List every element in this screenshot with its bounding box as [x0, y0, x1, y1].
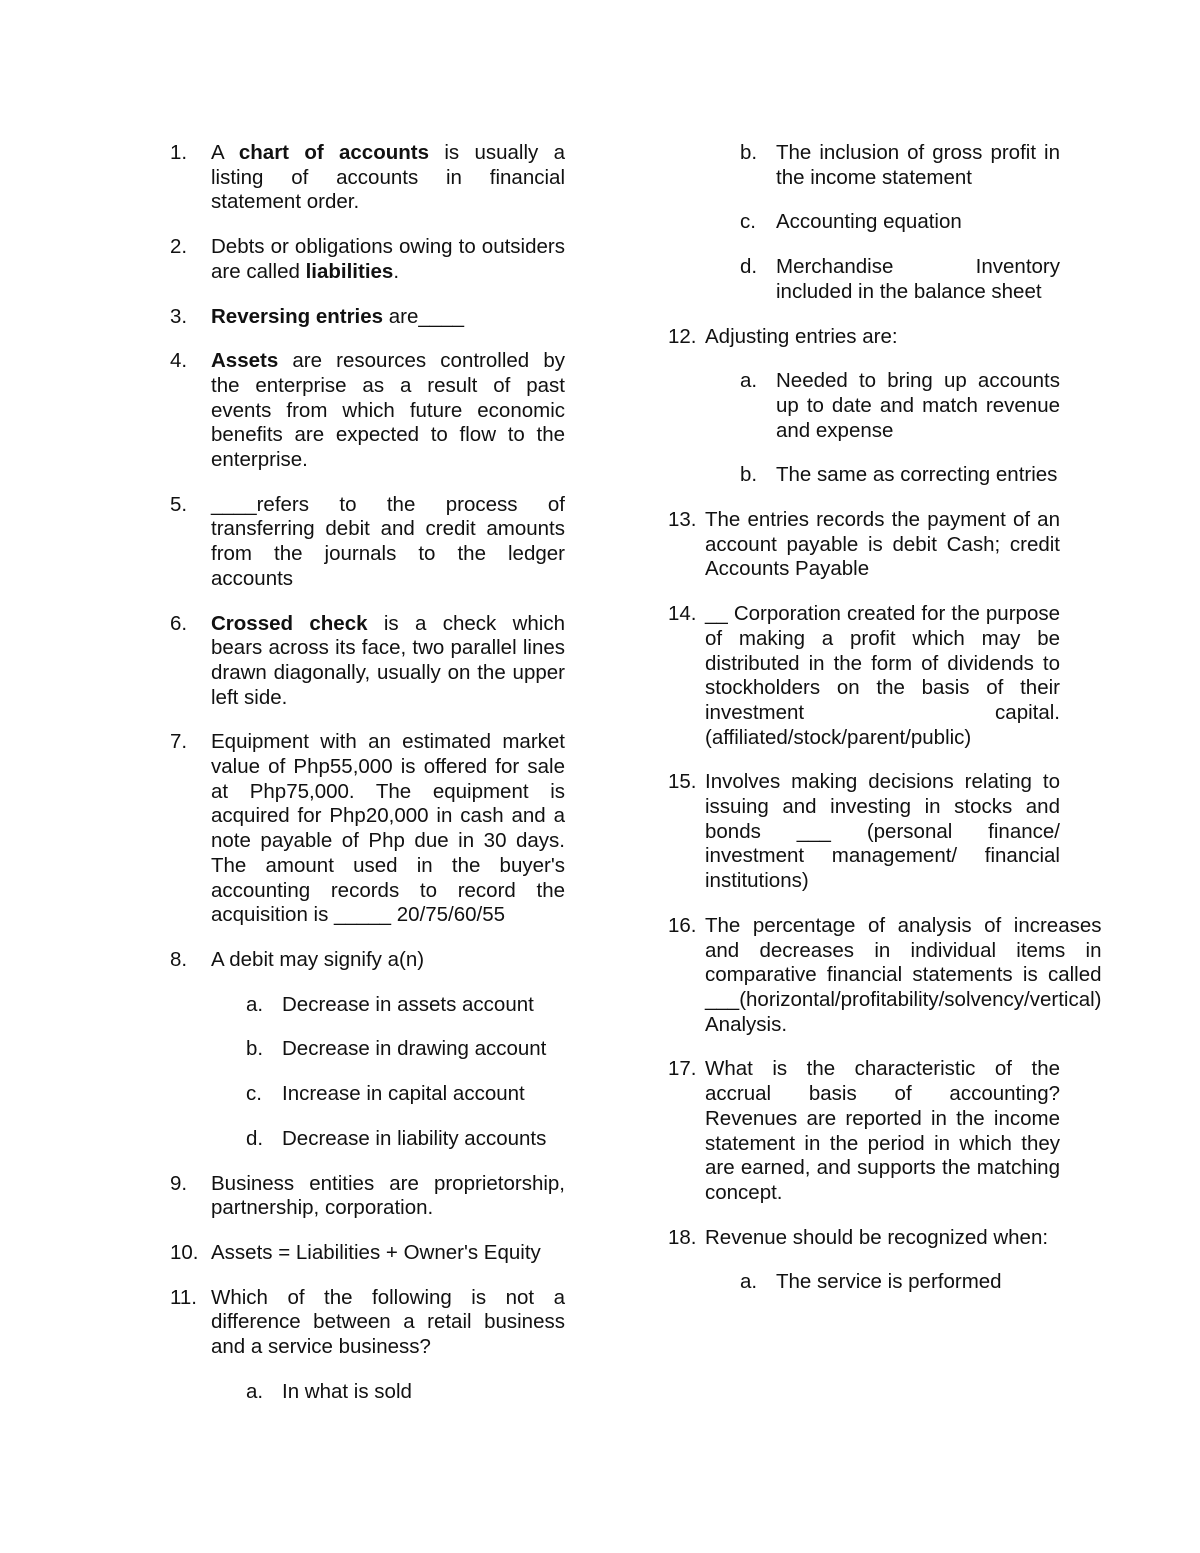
- choice-letter: b.: [740, 141, 758, 164]
- text-run: Business entities are proprietorship, partnership, corporation.: [211, 1171, 565, 1220]
- question-number: 6.: [170, 611, 188, 635]
- text-run: A: [211, 141, 239, 164]
- choice-text: [776, 210, 1060, 235]
- text-run: In what is sold: [282, 1379, 412, 1403]
- text-run: is usually a listing of accounts in financial statement order.: [211, 141, 565, 214]
- text-run: Decrease in drawing account: [282, 1037, 547, 1061]
- text-run: is a check which bears across its face, two parallel lines drawn diagonally, usually on the upper left side.: [211, 611, 566, 709]
- choice-letter: d.: [740, 255, 758, 279]
- question-item: [170, 948, 565, 973]
- question-text: [211, 612, 565, 711]
- question-number: 7.: [170, 730, 188, 754]
- question-item: [668, 1057, 1060, 1205]
- question-item: [170, 1241, 565, 1266]
- text-run: The percentage of analysis of increases and decreases in individual items in comparative financial statements is called ___(horizontal/profitability/solvency/vertical) Analysis.: [705, 913, 1102, 1036]
- question-text: [211, 1172, 565, 1221]
- text-run: What is the characteristic of the accrual basis of accounting? Revenues are reported in the income statement in the period in which they are earned, and supports the matching concept.: [705, 1057, 1060, 1204]
- question-number: 13.: [668, 508, 697, 532]
- question-text: [211, 235, 565, 284]
- choice-text: [282, 1037, 565, 1062]
- question-item: [668, 602, 1060, 750]
- question-number: 11.: [170, 1285, 197, 1309]
- question-item: [170, 1286, 565, 1360]
- bold-term: Crossed check: [211, 611, 368, 635]
- text-run: Decrease in assets account: [282, 992, 534, 1016]
- choice-text: [776, 1270, 1060, 1295]
- question-number: 8.: [170, 947, 188, 971]
- question-item: [170, 1172, 565, 1221]
- question-text: [705, 770, 1060, 894]
- text-run: Increase in capital account: [282, 1082, 525, 1106]
- text-run: are resources controlled by the enterprise as a result of past events from which future economic benefits are expected to flow to the enterprise.: [211, 349, 565, 472]
- question-choice: [740, 255, 1060, 304]
- question-item: [668, 325, 1060, 350]
- question-text: [705, 508, 1060, 582]
- question-item: [170, 235, 565, 284]
- right-column: [668, 141, 1102, 1315]
- choice-text: [282, 1082, 565, 1107]
- question-number: 14.: [668, 602, 697, 626]
- text-run: Debts or obligations owing to outsiders are called: [211, 235, 565, 283]
- question-item: [170, 305, 565, 330]
- text-run: Assets = Liabilities + Owner's Equity: [211, 1240, 541, 1264]
- text-run: Adjusting entries are:: [705, 324, 898, 348]
- question-choice: [246, 1127, 565, 1152]
- text-run: Accounting equation: [776, 210, 962, 234]
- question-number: 17.: [668, 1057, 697, 1081]
- question-item: [170, 493, 565, 592]
- question-choice: [740, 369, 1060, 443]
- choice-text: [282, 1127, 565, 1152]
- question-text: [211, 305, 565, 330]
- text-run: Merchandise Inventory included in the balance sheet: [776, 255, 1060, 303]
- question-text: [705, 1057, 1060, 1205]
- choice-text: [282, 1380, 565, 1405]
- choice-letter: b.: [740, 463, 758, 487]
- question-choice: [246, 1037, 565, 1062]
- question-text: [211, 493, 565, 592]
- question-number: 12.: [668, 324, 697, 348]
- question-choice: [246, 1082, 565, 1107]
- text-run: Equipment with an estimated market value of Php55,000 is offered for sale at Php75,000. The equipment is acquired for Php20,000 in cash and a note payable of Php due in 30 days. The amount used in the buyer's accounting records to record the acquisition is _____ 20/75/60/55: [211, 730, 565, 927]
- choice-letter: a.: [246, 992, 264, 1016]
- text-run: Needed to bring up accounts up to date and match revenue and expense: [776, 369, 1060, 442]
- question-number: 9.: [170, 1171, 188, 1195]
- text-run: .: [393, 259, 400, 283]
- text-run: A debit may signify a(n): [211, 947, 425, 971]
- choice-letter: c.: [246, 1082, 262, 1106]
- question-choice: [740, 141, 1060, 190]
- question-number: 5.: [170, 492, 188, 516]
- text-run: The same as correcting entries: [776, 463, 1058, 487]
- question-number: 16.: [668, 913, 697, 937]
- choice-letter: a.: [740, 369, 758, 393]
- bold-term: Assets: [211, 349, 279, 373]
- question-choice: [740, 210, 1060, 235]
- choice-text: [776, 463, 1060, 488]
- choice-text: [776, 141, 1060, 190]
- choice-letter: b.: [246, 1037, 264, 1061]
- bold-term: liabilities: [305, 259, 394, 283]
- text-run: Decrease in liability accounts: [282, 1126, 547, 1150]
- question-choice: [246, 1380, 565, 1405]
- question-text: [705, 325, 1060, 350]
- text-run: Revenue should be recognized when:: [705, 1225, 1049, 1249]
- question-item: [170, 349, 565, 473]
- choice-letter: a.: [740, 1270, 758, 1294]
- choice-text: [776, 255, 1060, 304]
- bold-term: chart of accounts: [238, 141, 429, 164]
- text-run: __ Corporation created for the purpose of making a profit which may be distributed in the form of dividends to stockholders on the basis of their investment capital. (affiliated/stock/parent/public): [705, 602, 1060, 749]
- left-column: [170, 141, 565, 1424]
- text-run: The inclusion of gross profit in the income statement: [776, 141, 1060, 189]
- question-number: 3.: [170, 304, 188, 328]
- question-text: [211, 1241, 565, 1266]
- choice-letter: a.: [246, 1379, 264, 1403]
- text-run: Which of the following is not a difference between a retail business and a service business?: [211, 1285, 565, 1359]
- question-text: [705, 914, 1102, 1038]
- text-run: Involves making decisions relating to issuing and investing in stocks and bonds ___ (personal finance/ investment management/ financial institutions): [705, 770, 1060, 893]
- question-number: 4.: [170, 349, 188, 373]
- question-item: [668, 913, 1102, 1038]
- question-text: [211, 141, 565, 215]
- question-text: [211, 948, 565, 973]
- question-item: [170, 612, 565, 711]
- question-number: 15.: [668, 770, 697, 794]
- question-number: 2.: [170, 235, 188, 259]
- question-text: [211, 1286, 565, 1360]
- question-item: [170, 730, 565, 928]
- question-text: [705, 602, 1060, 750]
- question-item: [170, 141, 565, 215]
- text-run: are____: [383, 304, 464, 328]
- choice-text: [282, 993, 565, 1018]
- question-text: [705, 1226, 1060, 1251]
- text-run: The service is performed: [776, 1270, 1002, 1294]
- question-number: 18.: [668, 1225, 697, 1249]
- text-run: ____refers to the process of transferring debit and credit amounts from the journals to the ledger accounts: [211, 492, 565, 590]
- question-number: 10.: [170, 1240, 199, 1264]
- choice-letter: c.: [740, 210, 756, 234]
- choice-text: [776, 369, 1060, 443]
- question-choice: [246, 993, 565, 1018]
- question-text: [211, 730, 565, 928]
- text-run: The entries records the payment of an account payable is debit Cash; credit Accounts Payable: [705, 508, 1060, 581]
- question-choice: [740, 1270, 1060, 1295]
- question-choice: [740, 463, 1060, 488]
- question-text: [211, 349, 565, 473]
- choice-letter: d.: [246, 1126, 264, 1150]
- question-number: 1.: [170, 141, 188, 164]
- question-item: [668, 508, 1060, 582]
- bold-term: Reversing entries: [211, 304, 384, 328]
- question-item: [668, 1226, 1060, 1251]
- question-item: [668, 770, 1060, 894]
